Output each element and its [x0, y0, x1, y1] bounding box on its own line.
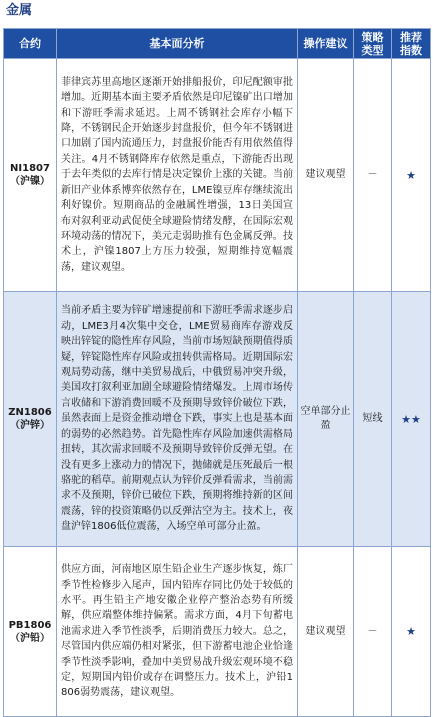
contract-name: （沪铅） [10, 632, 50, 644]
table-header-row [4, 29, 431, 59]
header-index [392, 29, 431, 59]
header-strategy [354, 29, 392, 59]
analysis-cell: 供应方面，河南地区原生铅企业生产逐步恢复，炼厂季节性检修步入尾声，国内铅库存同比仍处于较低的水平。再生铅主产地安徽企业停产整治态势有所缓解，供应端整体维持偏紧。需求方面，4月下旬蓄电池需求进入季节性淡季，后期消费压力较大。总之，尽管国内供应端仍相对紧张，但下游蓄电池企业恰逢季节性淡季影响，叠加中美贸易战升级宏观环境不稳定，短期国内铅价或存在调整压力。技术上，沪铅1806弱势震荡，建议观望。 [57, 547, 298, 717]
table-row [4, 547, 431, 717]
contract-name: （沪锌） [10, 420, 50, 431]
header-operation: 操作建议 [298, 29, 354, 59]
contract-cell [4, 59, 57, 292]
metals-table [3, 28, 431, 717]
star-rating-icon: ★ [392, 547, 431, 717]
contract-code: PB1806 [8, 619, 52, 631]
strategy-cell: － [354, 547, 392, 717]
strategy-cell: － [354, 59, 392, 292]
analysis-cell: 菲律宾苏里高地区逐渐开始排船报价，印尼配额审批增加。近期基本面主要矛盾依然是印尼镍矿出口增加和下游旺季需求延迟。上周不锈钢社会库存小幅下降，不锈钢民企开始逐步封盘报价，但今年不锈钢进口加剧了国内流通压力，封盘报价能否有用依然值得关注。4月不锈钢降库存依然是重点，下游能否出现于去年类似的去库行情是决定镍价上涨的关键。当前新旧产业体系博弈依然存在，LME镍豆库存继续流出利好镍价。短期商品的金融属性增强，13日美国宣布对叙利亚动武促使全球避险情绪发酵，在国际宏观环境动荡的情况下，美元走弱助推有色金属反弹。技术上，沪镍1807上方压力较强，短期维持宽幅震荡，建议观望。 [57, 59, 298, 292]
star-rating-icon: ★ [392, 59, 431, 292]
analysis-cell: 当前矛盾主要为锌矿增速提前和下游旺季需求逐步启动，LME3月4次集中交仓，LME贸易商库存游戏反映出锌锭的隐性库存风险，当前市场短缺预期值得质疑，锌锭隐性库存风险或扭转供需格局。近期国际宏观局势动荡，继中美贸易战后，中俄贸易冲突升级，美国攻打叙利亚加剧全球避险情绪爆发。上周市场传言收储和下游消费回暖不及预期导致锌价破位下跌，虽然表面上是资金推动增仓下跌，事实上也是基本面的弱势的必然趋势。首先隐性库存风险加速供需格局扭转，其次需求回暖不及预期导致锌价反弹无望。在没有更多上涨动力的情况下，抛储就是压死最后一根骆驼的稻草。前期观点认为锌价反弹看需求，当前需求不及预期，锌价已破位下跌，预期将维持新的区间震荡，锌的投资策略仍以反弹沽空为主。技术上，夜盘沪锌1806低位震荡，入场空单可部分止盈。 [57, 292, 298, 547]
operation-cell: 空单部分止盈 [298, 292, 354, 547]
header-index-line1: 推荐 [400, 30, 422, 44]
header-strategy-line1: 策略 [361, 30, 384, 44]
table-row [4, 59, 431, 292]
section-title: 金属 [6, 3, 33, 18]
table-row [4, 292, 431, 547]
contract-name: （沪镍） [10, 176, 50, 187]
header-index-line2: 指数 [400, 43, 422, 57]
operation-cell: 建议观望 [298, 59, 354, 292]
strategy-cell: 短线 [354, 292, 392, 547]
contract-code: ZN1806 [8, 407, 52, 418]
header-contract: 合约 [4, 29, 57, 59]
contract-cell [4, 547, 57, 717]
contract-code: NI1807 [10, 163, 50, 174]
star-rating-icon: ★★ [392, 292, 431, 547]
header-strategy-line2: 类型 [361, 43, 384, 57]
header-analysis: 基本面分析 [57, 29, 298, 59]
operation-cell: 建议观望 [298, 547, 354, 717]
contract-cell [4, 292, 57, 547]
